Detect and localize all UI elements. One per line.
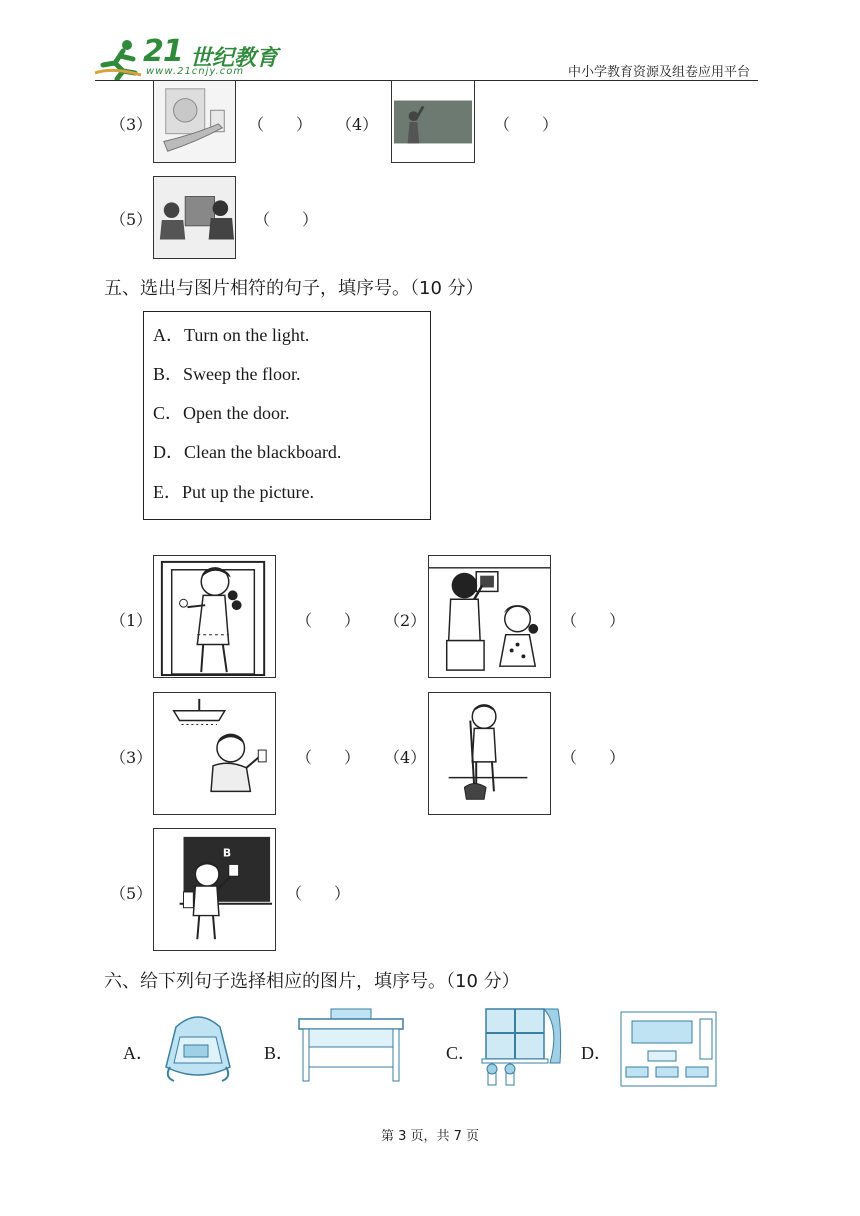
item-number: （4） [336,115,379,134]
option-b: B．Sweep the floor. [153,364,301,384]
photo-put-up-picture [153,176,236,259]
logo-url: www.21cnjy.com [146,66,245,77]
answer-blank[interactable]: （ ） [248,115,313,134]
desk-image [297,1007,405,1083]
answer-blank[interactable]: （ ） [296,748,361,767]
choice-label-c: C． [446,1043,477,1063]
picture-sweep-floor [428,692,551,815]
item-number: （5） [110,884,153,903]
picture-open-door [153,555,276,678]
option-c: C．Open the door. [153,403,290,423]
blackboard-letter: B [222,846,232,860]
answer-blank[interactable]: （ ） [254,210,319,229]
photo-switch-light [153,80,236,163]
platform-name: 中小学教育资源及组卷应用平台 [568,65,751,80]
answer-blank[interactable]: （ ） [286,884,351,903]
picture-turn-on-light [153,692,276,815]
window-image [480,1007,562,1087]
picture-clean-blackboard [153,828,276,951]
item-number: （2） [384,611,427,630]
answer-blank[interactable]: （ ） [296,611,361,630]
section-6-title: 六、给下列句子选择相应的图片，填序号。（10 分） [104,971,520,992]
photo-clean-blackboard [391,80,475,163]
answer-blank[interactable]: （ ） [561,611,626,630]
choice-label-a: A． [123,1043,154,1063]
answer-blank[interactable]: （ ） [494,115,559,134]
schoolbag-image [156,1007,240,1083]
item-number: （1） [110,611,153,630]
option-e: E．Put up the picture. [153,482,314,502]
choice-label-b: B． [264,1043,295,1063]
option-a: A．Turn on the light. [153,325,310,345]
item-number: （3） [110,748,153,767]
item-number: （4） [384,748,427,767]
item-number: （3） [110,115,153,134]
section-5-title: 五、选出与图片相符的句子，填序号。（10 分） [104,278,484,299]
picture-put-up-picture [428,555,551,678]
answer-blank[interactable]: （ ） [561,748,626,767]
logo-number: 21 [143,34,183,69]
option-d: D．Clean the blackboard. [153,442,342,462]
page-number: 第 3 页，共 7 页 [380,1129,480,1144]
logo-chinese-name: 世纪教育 [190,46,279,71]
choice-label-d: D． [581,1043,612,1063]
classroom-image [620,1011,717,1087]
item-number: （5） [110,210,153,229]
